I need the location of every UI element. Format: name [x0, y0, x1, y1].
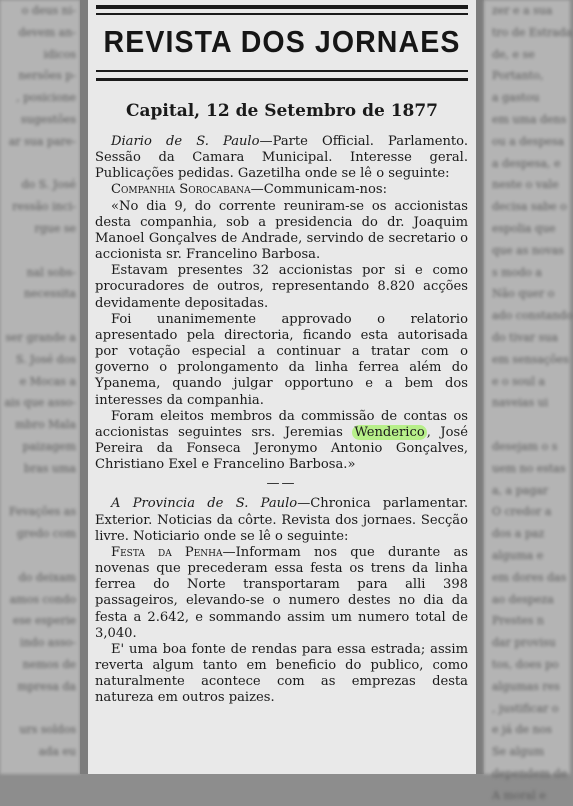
right-gutter — [476, 0, 484, 774]
article-body — [95, 134, 468, 706]
top-rule-thin — [96, 13, 468, 15]
p4-text-a: Foram eleitos membros da commissão de contas os accionistas seguintes srs. Jeremias — [95, 408, 468, 440]
section1-source: Diario de S. Paulo — [111, 134, 260, 149]
companhia-heading: Companhia Sorocabana — [111, 182, 251, 198]
section2-paragraph-2: E' uma boa fonte de rendas para essa estrada; assim reverta algum tanto em beneficio do publico, como naturalmente acontece com as emprezas desta natureza em outros paizes. — [95, 641, 468, 706]
section2-source: A Provincia de S. Paulo — [111, 496, 298, 512]
section-separator: —— — [266, 476, 297, 492]
section1-heading — [95, 182, 468, 198]
section1-intro — [95, 134, 468, 182]
masthead-rule — [96, 70, 468, 72]
masthead-rule-bold — [96, 78, 468, 81]
companhia-heading-rest: —Communicam-nos: — [250, 182, 387, 198]
left-gutter — [80, 0, 88, 774]
top-rule-thick — [96, 5, 468, 9]
festa-heading: Festa da Penha — [111, 544, 223, 560]
section1-paragraph-2: Estavam presentes 32 accionistas por si e como procuradores de outros, representando 8.820 acções devidamente depositadas. — [95, 263, 468, 311]
right-neighbor-column: zer e a sua tro de Estrada de, e se Portanto, a gastou em uma dens ou a despesa a despesa, e neste o vale decisa sabe o espolia que que as novas s modo a Não quer o ado constando do tivar sua em sensações e o soul a naveias ui desejam o s uem no estas a, a pagar O credor a dos a paz alguma e em dores das ao despeza Prestes n dar provisu tos, does po algumas res , justificar o e já de nos Se algum dependem de A moral e — [484, 0, 570, 774]
dateline: Capital, 12 de Setembro de 1877 — [125, 101, 439, 121]
highlighted-name: Wenderico — [354, 424, 425, 440]
section2-intro — [95, 496, 468, 544]
section1-paragraph-3: Foi unanimemente approvado o relatorio apresentado pela directoria, ficando esta autorisada por votação especial a continuar a tratar com o governo o prolongamento da linha ferrea além do Ypanema, quando julgar opportuno e a bem dos interesses da companhia. — [95, 311, 468, 408]
left-neighbor-column: o deus ni- devem an- idicos nersões p- , posicione sugestões ar sua pare- do S. José ressão inci- rgue se nal sobs- necessita ser grande a S. José dos e Mocas a ais que asso- mbro Mala paizagem bras uma Fevações as gredo com do deixam amos condo ese esperie indo asso- nemos de mpresa da urs soldos ada eu — [0, 0, 80, 774]
section2-heading — [95, 545, 468, 642]
section1-paragraph-4 — [95, 409, 468, 474]
section1-paragraph-1: «No dia 9, do corrente reuniram-se os accionistas desta companhia, sob a presidencia do dr. Joaquim Manoel Gonçalves de Andrade, servindo de secretario o accionista sr. Francelino Barbosa. — [95, 198, 468, 263]
newspaper-column — [88, 0, 476, 774]
section2-intro-text: —Chronica parlamentar. Exterior. Noticias da côrte. Revista dos jornaes. Secção livre. Noticiario onde se lê o seguinte: — [95, 496, 468, 544]
p4-text-b: , José Pereira da Fonseca Jeronymo Antonio Gonçalves, Christiano Exel e Francelino Barbosa.» — [95, 424, 468, 473]
masthead-title: REVISTA DOS JORNAES — [103, 24, 461, 59]
section1-intro-text: —Parte Official. Parlamento. Sessão da Camara Municipal. Interesse geral. Publicações pedidas. Gazetilha onde se lê o seguinte: — [95, 134, 469, 182]
festa-text: —Informam nos que durante as novenas que precederam essa festa os trens da linha ferrea do Norte transportaram para alli 398 passageiros, elevando-se o numero destes no dia da festa a 2.642, e sommando assim um numero total de 3,040. — [95, 544, 468, 641]
